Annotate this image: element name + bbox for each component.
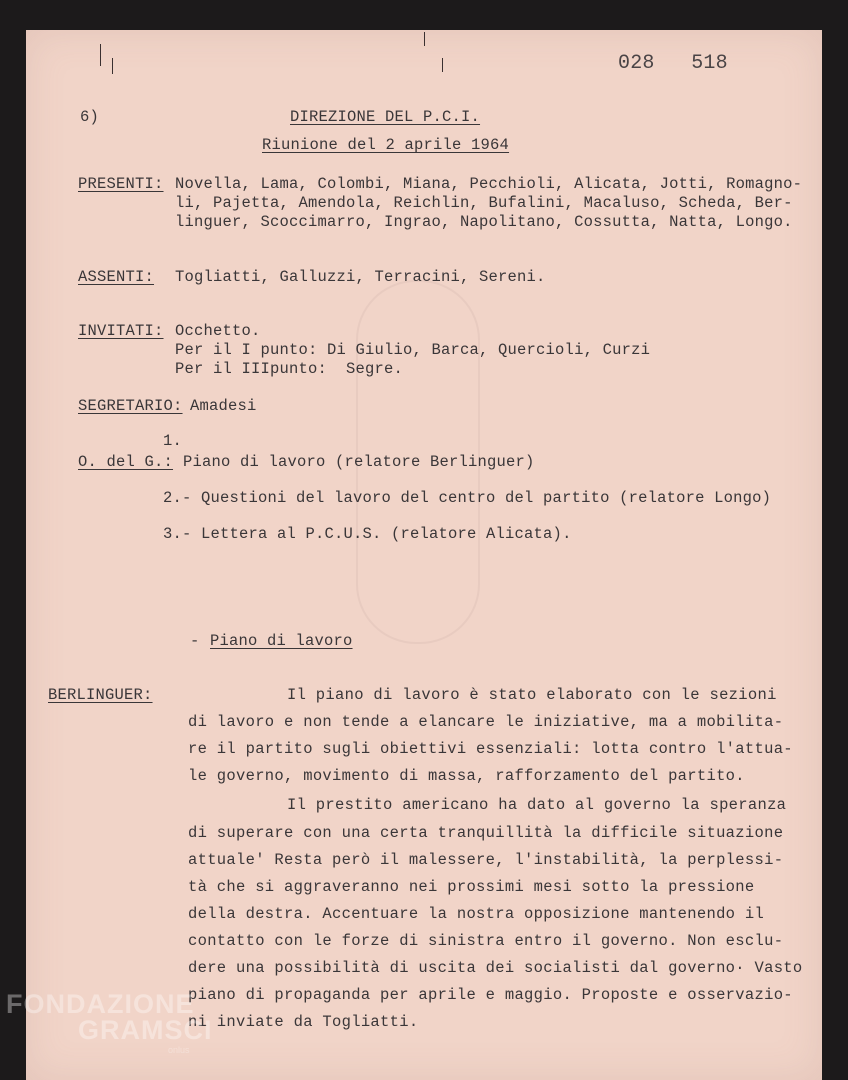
- document-title: DIREZIONE DEL P.C.I.: [290, 108, 481, 126]
- page-number: 6): [80, 108, 100, 126]
- invitati-line: Per il IIIpunto: Segre.: [175, 360, 404, 378]
- speech-line: Il piano di lavoro è stato elaborato con le sezioni: [287, 686, 777, 704]
- agenda-item-3: 3.- Lettera al P.C.U.S. (relatore Alicata).: [163, 525, 572, 543]
- watermark-line2: GRAMSCI: [78, 1015, 213, 1045]
- ink-mark: [100, 44, 101, 66]
- ink-mark: [112, 58, 113, 74]
- section-dash: -: [190, 632, 200, 650]
- agenda-label: O. del G.:: [78, 453, 174, 471]
- invitati-label: INVITATI:: [78, 322, 164, 340]
- presenti-label: PRESENTI:: [78, 175, 164, 193]
- assenti-label: ASSENTI:: [78, 268, 155, 286]
- segretario-name: Amadesi: [190, 397, 257, 415]
- agenda-item-1: Piano di lavoro (relatore Berlinguer): [183, 453, 535, 471]
- speech-line: attuale' Resta però il malessere, l'instabilità, la perplessi-: [188, 851, 784, 869]
- speech-line: di lavoro e non tende a elancare le iniziative, ma a mobilita-: [188, 713, 784, 731]
- speech-line: della destra. Accentuare la nostra opposizione mantenendo il: [188, 905, 765, 923]
- section-heading: Piano di lavoro: [210, 632, 353, 650]
- archive-number: 028 518: [618, 52, 728, 75]
- speech-line: tà che si aggraveranno nei prossimi mesi sotto la pressione: [188, 878, 755, 896]
- segretario-label: SEGRETARIO:: [78, 397, 183, 415]
- agenda-num1: 1.: [163, 432, 183, 450]
- speech-line: le governo, movimento di massa, rafforzamento del partito.: [188, 767, 745, 785]
- watermark-line1: FONDAZIONE: [6, 989, 195, 1019]
- assenti-list: Togliatti, Galluzzi, Terracini, Sereni.: [175, 268, 546, 286]
- invitati-line: Occhetto.: [175, 322, 261, 340]
- speech-line: re il partito sugli obiettivi essenziali: lotta contro l'attua-: [188, 740, 793, 758]
- presenti-line: Novella, Lama, Colombi, Miana, Pecchioli, Alicata, Jotti, Romagno-: [175, 175, 803, 193]
- presenti-line: linguer, Scoccimarro, Ingrao, Napolitano, Cossutta, Natta, Longo.: [175, 213, 793, 231]
- fondazione-gramsci-watermark: [0, 985, 220, 1080]
- speaker-name: BERLINGUER:: [48, 686, 153, 704]
- meeting-date: Riunione del 2 aprile 1964: [262, 136, 510, 154]
- ink-mark: [442, 58, 443, 72]
- watermark-small: onlus: [168, 1045, 190, 1055]
- agenda-item-2: 2.- Questioni del lavoro del centro del partito (relatore Longo): [163, 489, 772, 507]
- ink-mark: [424, 32, 425, 46]
- speech-line: dere una possibilità di uscita dei socialisti dal governo· Vasto: [188, 959, 803, 977]
- speech-line: contatto con le forze di sinistra entro il governo. Non esclu-: [188, 932, 784, 950]
- invitati-line: Per il I punto: Di Giulio, Barca, Quercioli, Curzi: [175, 341, 651, 359]
- speech-line: di superare con una certa tranquillità la difficile situazione: [188, 824, 784, 842]
- presenti-line: li, Pajetta, Amendola, Reichlin, Bufalini, Macaluso, Scheda, Ber-: [175, 194, 793, 212]
- speech-line: Il prestito americano ha dato al governo la speranza: [287, 796, 787, 814]
- speech-line: ni inviate da Togliatti.: [188, 1013, 419, 1031]
- speech-line: piano di propaganda per aprile e maggio. Proposte e osservazio-: [188, 986, 793, 1004]
